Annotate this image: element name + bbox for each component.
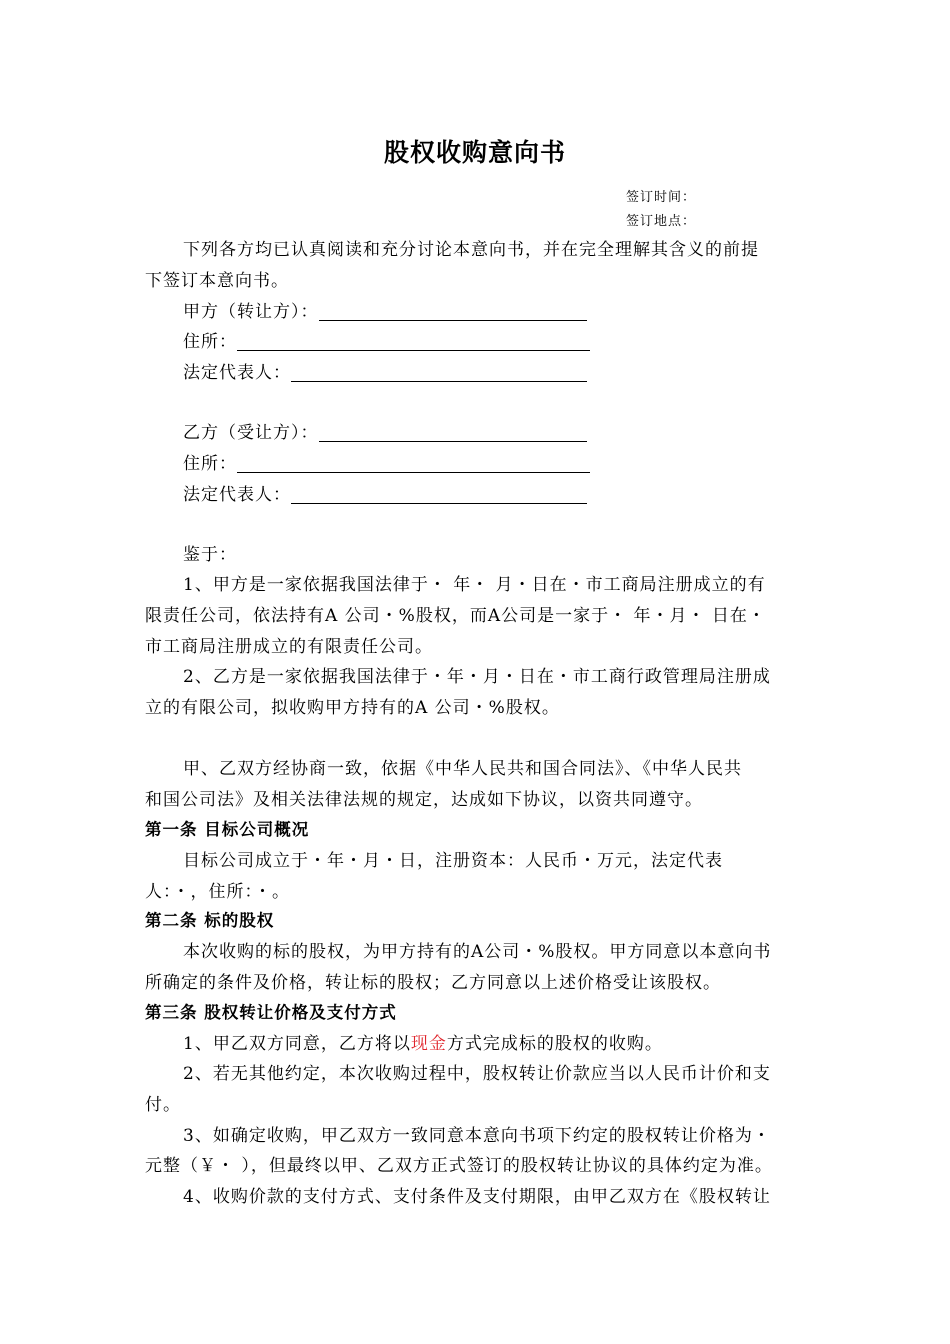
party-b-row <box>183 418 587 443</box>
article-3-para-1-end: 方式完成标的股权的收购。 <box>446 1034 663 1054</box>
article-3-para-2-line-2: 付。 <box>145 1095 181 1115</box>
article-3-para-1-start: 1、甲乙双方同意，乙方将以 <box>183 1034 411 1054</box>
whereas-item-1-line-3: 市工商局注册成立的有限责任公司。 <box>145 637 433 657</box>
article-3-para-4-line-1: 4、收购价款的支付方式、支付条件及支付期限，由甲乙双方在《股权转让 <box>183 1187 771 1207</box>
article-3-para-1 <box>183 1029 663 1054</box>
party-a-row <box>183 297 587 322</box>
article-2-line-1: 本次收购的标的股权，为甲方持有的A公司・%股权。甲方同意以本意向书 <box>183 942 772 962</box>
party-a-rep-label: 法定代表人： <box>183 363 291 383</box>
whereas-item-1-line-2: 限责任公司，依法持有A 公司・%股权，而A公司是一家于・ 年・月・ 日在・ <box>145 606 766 626</box>
article-3-heading: 第三条 股权转让价格及支付方式 <box>145 1003 397 1022</box>
article-1-line-2: 人：・，住所：・。 <box>145 882 290 902</box>
article-2-line-2: 所确定的条件及价格，转让标的股权；乙方同意以上述价格受让该股权。 <box>145 973 721 993</box>
party-a-address-row <box>183 327 590 352</box>
party-b-address-blank <box>237 454 590 473</box>
payment-method-highlight: 现金 <box>410 1034 447 1054</box>
article-3-para-2-line-1: 2、若无其他约定，本次收购过程中，股权转让价款应当以人民币计价和支 <box>183 1064 771 1084</box>
party-a-address-label: 住所： <box>183 332 237 352</box>
article-3-para-3-line-2: 元整（￥・ ），但最终以甲、乙双方正式签订的股权转让协议的具体约定为准。 <box>145 1156 773 1176</box>
whereas-heading: 鉴于： <box>183 545 237 565</box>
article-2-heading: 第二条 标的股权 <box>145 911 275 930</box>
party-a-address-blank <box>237 332 590 351</box>
agreement-line-1: 甲、乙双方经协商一致，依据《中华人民共和国合同法》、《中华人民共 <box>183 759 742 779</box>
party-a-rep-blank <box>291 363 587 382</box>
sign-time-label: 签订时间： <box>626 190 697 205</box>
party-b-rep-row <box>183 480 587 505</box>
whereas-item-2-line-1: 2、乙方是一家依据我国法律于・年・月・日在・市工商行政管理局注册成 <box>183 667 771 687</box>
party-b-address-row <box>183 449 590 474</box>
party-a-label: 甲方（转让方）： <box>183 302 319 322</box>
agreement-line-2: 和国公司法》及相关法律法规的规定，达成如下协议，以资共同遵守。 <box>145 790 703 810</box>
intro-line-2: 下签订本意向书。 <box>145 271 289 291</box>
article-1-line-1: 目标公司成立于・年・月・日，注册资本：人民币・万元，法定代表 <box>183 851 723 871</box>
party-b-blank <box>319 423 587 442</box>
party-b-label: 乙方（受让方）： <box>183 423 319 443</box>
party-a-blank <box>319 302 587 321</box>
party-a-rep-row <box>183 358 587 383</box>
article-3-para-3-line-1: 3、如确定收购，甲乙双方一致同意本意向书项下约定的股权转让价格为・ <box>183 1126 771 1146</box>
whereas-item-1-line-1: 1、甲方是一家依据我国法律于・ 年・ 月・日在・市工商局注册成立的有 <box>183 575 766 595</box>
intro-line-1: 下列各方均已认真阅读和充分讨论本意向书，并在完全理解其含义的前提 <box>183 240 759 260</box>
sign-place-label: 签订地点： <box>626 214 697 229</box>
whereas-item-2-line-2: 立的有限公司，拟收购甲方持有的A 公司・%股权。 <box>145 698 560 718</box>
party-b-rep-label: 法定代表人： <box>183 485 291 505</box>
party-b-rep-blank <box>291 485 587 504</box>
party-b-address-label: 住所： <box>183 454 237 474</box>
article-1-heading: 第一条 目标公司概况 <box>145 820 310 839</box>
document-title: 股权收购意向书 <box>383 138 566 167</box>
